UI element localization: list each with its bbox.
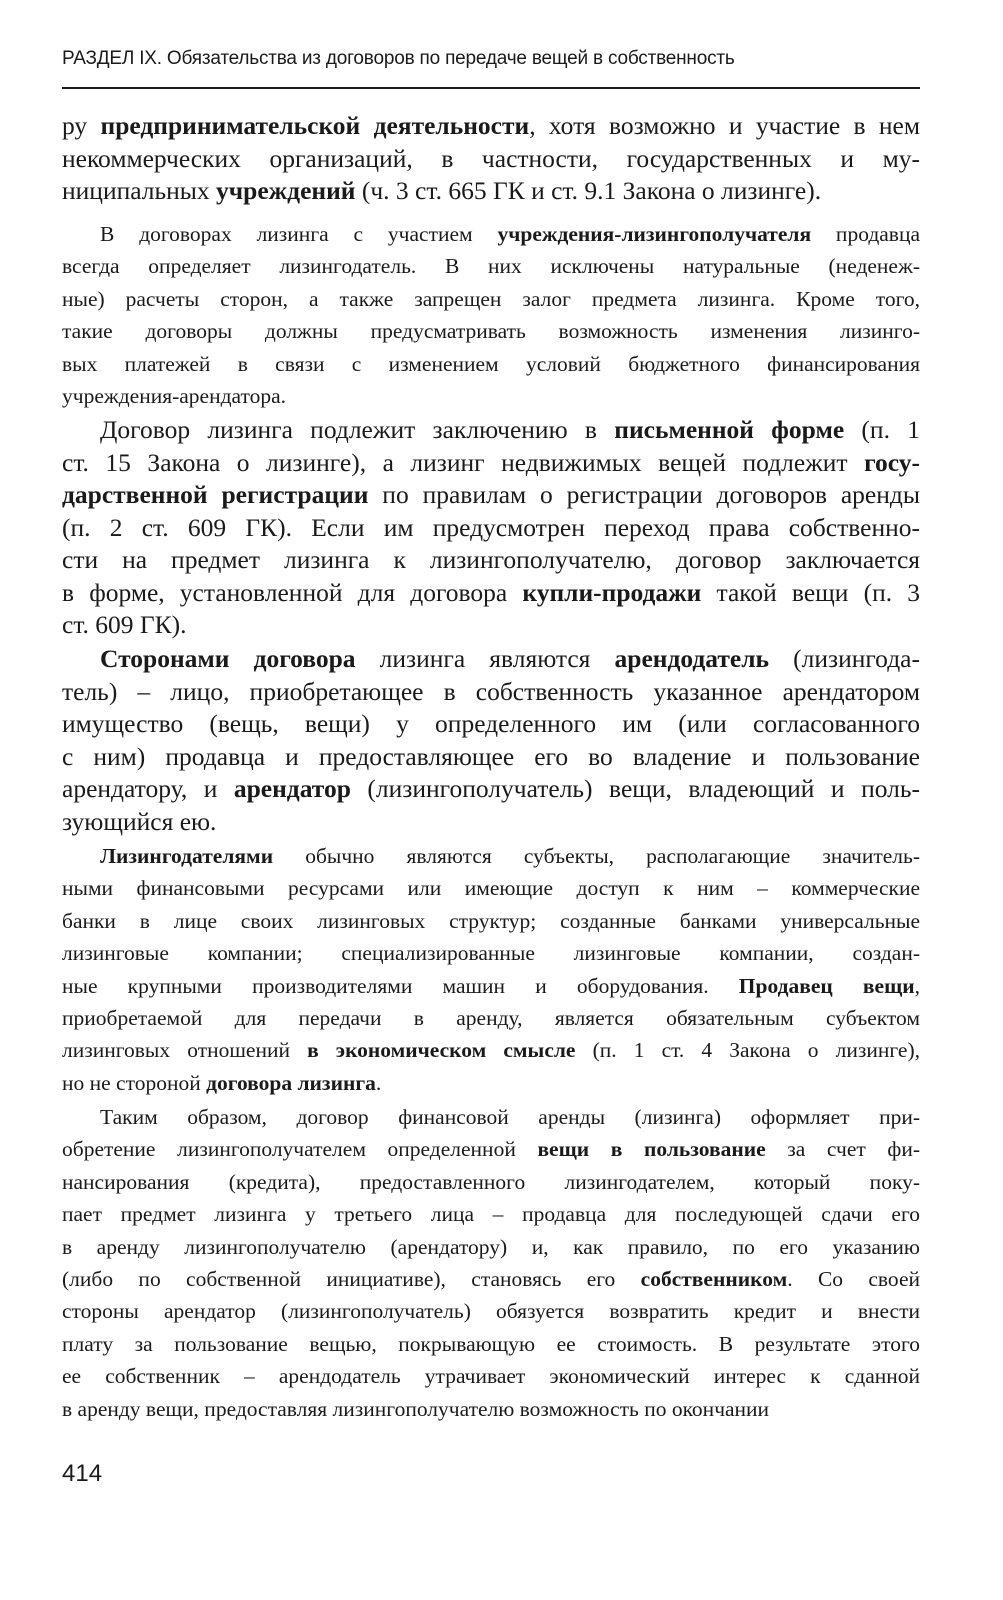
text-run: в аренду лизингополучателю (арендатору) и, как правило, по его указанию <box>62 1234 920 1259</box>
text-line <box>62 676 920 709</box>
paragraph-5 <box>62 840 920 1099</box>
text-line <box>62 872 920 904</box>
text-run: зующийся ею. <box>62 806 217 836</box>
text-line <box>62 1393 920 1425</box>
text-line <box>62 1360 920 1392</box>
text-run: В договорах лизинга с участием <box>100 222 498 246</box>
text-run: Договор лизинга подлежит заключению в <box>100 415 615 444</box>
text-run: приобретаемой для передачи в аренду, является обязательным субъектом <box>62 1006 920 1031</box>
paragraph-3 <box>62 414 920 642</box>
text-run: ниципальных <box>62 176 217 205</box>
text-run: по правилам о регистрации договоров аренды <box>368 480 921 509</box>
text-run: в аренду вещи, предоставляя лизингополучателю возможность по окончании <box>62 1396 770 1421</box>
text-line <box>62 380 920 412</box>
text-line <box>62 773 920 806</box>
text-run: (лизингополучатель) вещи, владеющий и поль- <box>350 774 920 803</box>
text-run: нансирования (кредита), предоставленного лизингодателем, который поку- <box>62 1169 920 1194</box>
text-run: , <box>914 973 921 998</box>
text-line <box>62 414 920 447</box>
text-run: (либо по собственной инициативе), становясь его <box>62 1267 641 1292</box>
header-rule <box>62 87 920 89</box>
text-run: продавца <box>811 222 921 246</box>
text-line <box>62 315 920 347</box>
bold-term: госу- <box>864 447 920 477</box>
text-run: ные крупными производителями машин и оборудования. <box>62 973 739 998</box>
paragraph-4 <box>62 643 920 838</box>
bold-term: учреждения-лизингополучателя <box>497 222 812 246</box>
text-line <box>62 1067 920 1099</box>
text-line <box>62 110 920 143</box>
text-run: ст. 15 Закона о лизинге), а лизинг недвижимых вещей подлежит <box>62 447 865 477</box>
bold-term: Продавец вещи <box>738 973 915 998</box>
running-header: РАЗДЕЛ IX. Обязательства из договоров по передаче вещей в собственность <box>62 48 735 69</box>
text-line <box>62 708 920 741</box>
paragraph-6 <box>62 1101 920 1425</box>
text-run: (п. 2 ст. 609 ГК). Если им предусмотрен переход права собственно- <box>62 512 920 542</box>
paragraph-2 <box>62 218 920 412</box>
text-line <box>62 348 920 380</box>
text-run: ру <box>62 111 101 140</box>
bold-term: письменной форме <box>614 415 845 444</box>
text-line <box>62 175 920 208</box>
text-line <box>62 1166 920 1198</box>
text-run: такой вещи (п. 3 <box>701 577 920 607</box>
text-run: Таким образом, договор финансовой аренды (лизинга) оформляет при- <box>100 1105 920 1129</box>
text-run: лизинговых отношений <box>62 1038 308 1063</box>
text-run: ее собственник – арендодатель утрачивает экономический интерес к сданной <box>62 1364 920 1389</box>
text-run: имущество (вещь, вещи) у определенного им (или согласованного <box>62 709 920 738</box>
text-run: в форме, установленной для договора <box>62 577 523 607</box>
text-run: тель) – лицо, приобретающее в собственность указанное арендатором <box>62 676 920 706</box>
text-run: банки в лице своих лизинговых структур; созданные банками универсальные <box>62 908 920 933</box>
text-run: пает предмет лизинга у третьего лица – продавца для последующей сдачи его <box>62 1202 920 1227</box>
bold-term: собственником <box>640 1267 788 1292</box>
text-line <box>62 741 920 774</box>
text-line <box>62 840 920 872</box>
text-run: ными финансовыми ресурсами или имеющие доступ к ним – коммерческие <box>62 876 920 901</box>
text-run: (п. 1 <box>844 415 920 444</box>
text-line <box>62 1198 920 1230</box>
text-line <box>62 1263 920 1295</box>
text-run: такие договоры должны предусматривать возможность изменения лизинго- <box>62 319 920 344</box>
text-run: лизинговые компании; специализированные лизинговые компании, создан- <box>62 941 920 966</box>
text-run: обычно являются субъекты, располагающие значитель- <box>273 844 920 868</box>
text-run: ст. 609 ГК). <box>62 610 187 639</box>
text-run: (лизингода- <box>769 644 920 673</box>
text-run: обретение лизингополучателем определенной <box>62 1137 538 1162</box>
text-run: лизинга являются <box>355 644 615 673</box>
text-line <box>62 577 920 610</box>
text-run: за счет фи- <box>765 1137 921 1162</box>
text-line <box>62 970 920 1002</box>
bold-term: вещи в пользование <box>537 1137 766 1162</box>
bold-term: арендодатель <box>614 644 770 673</box>
text-line <box>62 1133 920 1165</box>
text-line <box>62 1034 920 1066</box>
text-line <box>62 479 920 512</box>
text-line <box>62 1328 920 1360</box>
text-run: . <box>375 1070 382 1095</box>
text-line <box>62 218 920 250</box>
text-line <box>62 283 920 315</box>
text-line <box>62 1002 920 1034</box>
text-run: учреждения-арендатора. <box>62 384 287 409</box>
text-run: некоммерческих организаций, в частности, государственных и му- <box>62 143 920 173</box>
text-run: . Со своей <box>787 1267 920 1292</box>
text-run: арендатору, и <box>62 774 234 803</box>
text-line <box>62 806 920 839</box>
text-line <box>62 1101 920 1133</box>
text-line <box>62 937 920 969</box>
text-line <box>62 905 920 937</box>
text-line <box>62 512 920 545</box>
text-line <box>62 143 920 176</box>
text-run: , хотя возможно и участие в нем <box>529 111 920 140</box>
bold-term: в экономическом смысле <box>307 1038 576 1063</box>
text-run: но не стороной <box>62 1070 207 1095</box>
text-line <box>62 447 920 480</box>
bold-term: предпринимательской деятельности <box>100 111 530 140</box>
text-line <box>62 544 920 577</box>
text-line <box>62 1231 920 1263</box>
bold-term: дарственной регистрации <box>62 480 369 509</box>
text-line <box>62 643 920 676</box>
text-run: с ним) продавца и предоставляющее его во владение и пользование <box>62 741 920 771</box>
text-run: стороны арендатор (лизингополучатель) обязуется возвратить кредит и внести <box>62 1299 920 1324</box>
bold-term: учреждений <box>216 176 356 205</box>
text-run: сти на предмет лизинга к лизингополучателю, договор заключается <box>62 545 920 574</box>
bold-term: купли-продажи <box>522 577 702 607</box>
text-line <box>62 609 920 642</box>
text-line <box>62 1295 920 1327</box>
text-run: ные) расчеты сторон, а также запрещен залог предмета лизинга. Кроме того, <box>62 286 920 311</box>
text-line <box>62 250 920 282</box>
text-run: плату за пользование вещью, покрывающую ее стоимость. В результате этого <box>62 1331 920 1356</box>
text-run: вых платежей в связи с изменением условий бюджетного финансирования <box>62 351 920 376</box>
page-number: 414 <box>62 1460 103 1487</box>
text-run: всегда определяет лизингодатель. В них исключены натуральные (неденеж- <box>62 254 920 279</box>
text-run: (п. 1 ст. 4 Закона о лизинге), <box>575 1038 920 1063</box>
bold-term: договора лизинга <box>206 1070 376 1095</box>
bold-term: Сторонами договора <box>100 644 356 673</box>
bold-term: Лизингодателями <box>100 844 274 868</box>
bold-term: арендатор <box>233 774 351 803</box>
paragraph-1 <box>62 110 920 208</box>
text-run: (ч. 3 ст. 665 ГК и ст. 9.1 Закона о лизинге). <box>355 176 822 205</box>
